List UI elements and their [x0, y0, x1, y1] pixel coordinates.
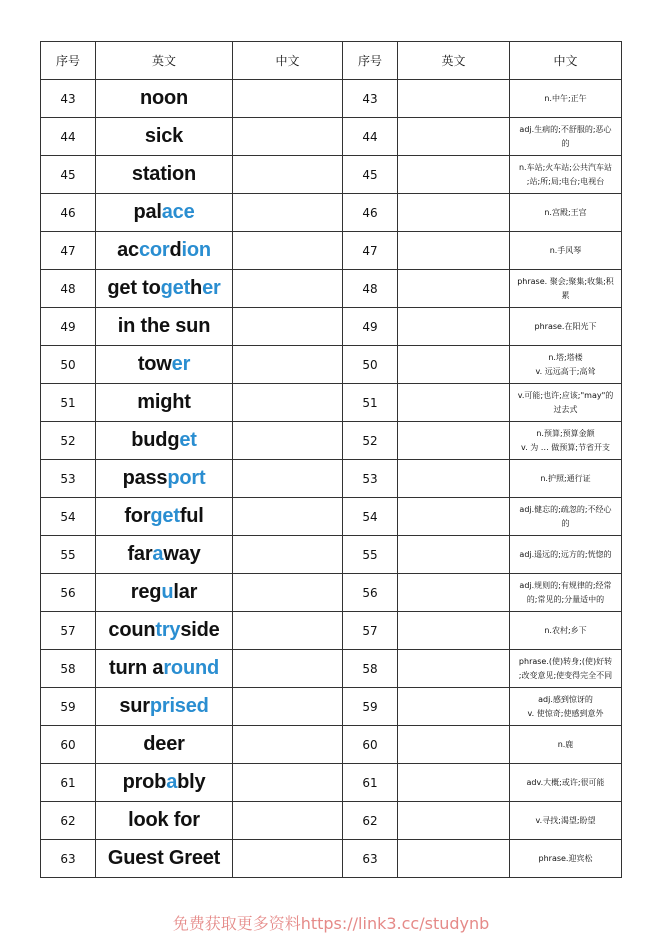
row-number: 51: [41, 384, 96, 422]
row-chinese-blank: [233, 460, 343, 498]
row-number: 57: [41, 612, 96, 650]
row-english-word: [96, 270, 233, 308]
row-number-right: 50: [343, 346, 398, 384]
word-part: a: [166, 771, 178, 793]
word-part: ace: [161, 201, 195, 223]
row-chinese-meaning: [510, 498, 622, 536]
row-english-blank: [398, 270, 510, 308]
row-number-right: 53: [343, 460, 398, 498]
row-chinese-meaning: [510, 118, 622, 156]
word-part: lar: [173, 581, 198, 603]
word-part: a: [152, 543, 164, 565]
word-part: er: [171, 353, 191, 375]
row-number-right: 49: [343, 308, 398, 346]
row-chinese-meaning: [510, 270, 622, 308]
table-row: [41, 384, 622, 422]
row-chinese-meaning: [510, 308, 622, 346]
row-chinese-meaning: [510, 688, 622, 726]
word-part: pass: [122, 467, 168, 489]
row-english-blank: [398, 346, 510, 384]
meaning-line: phrase.迎宾松: [538, 853, 593, 863]
row-number: 58: [41, 650, 96, 688]
row-english-blank: [398, 80, 510, 118]
word-part: prised: [149, 695, 209, 717]
word-part: reg: [130, 581, 162, 603]
row-english-word: [96, 498, 233, 536]
row-number: 63: [41, 840, 96, 878]
row-chinese-blank: [233, 232, 343, 270]
row-number: 60: [41, 726, 96, 764]
meaning-line: adj.规则的;有规律的;经常: [519, 580, 612, 590]
row-english-blank: [398, 726, 510, 764]
row-english-word: [96, 384, 233, 422]
row-chinese-meaning: [510, 422, 622, 460]
row-english-word: [96, 536, 233, 574]
word-part: d: [169, 239, 182, 261]
header-cn-1: 中文: [233, 42, 343, 80]
row-english-word: [96, 118, 233, 156]
row-english-word: [96, 194, 233, 232]
row-chinese-blank: [233, 194, 343, 232]
row-chinese-blank: [233, 574, 343, 612]
table-row: [41, 498, 622, 536]
row-chinese-meaning: [510, 726, 622, 764]
row-number-right: 55: [343, 536, 398, 574]
word-part: et: [179, 429, 197, 451]
row-english-word: [96, 688, 233, 726]
word-part: way: [163, 543, 201, 565]
row-chinese-meaning: [510, 156, 622, 194]
word-part: station: [131, 163, 197, 185]
word-part: tow: [137, 353, 172, 375]
meaning-line: n.农村;乡下: [544, 625, 587, 635]
row-chinese-meaning: [510, 80, 622, 118]
table-row: [41, 574, 622, 612]
word-part: deer: [143, 733, 185, 755]
row-chinese-blank: [233, 80, 343, 118]
row-number: 55: [41, 536, 96, 574]
word-part: ful: [179, 505, 204, 527]
table-row: [41, 612, 622, 650]
row-english-word: [96, 156, 233, 194]
word-part: look for: [128, 809, 200, 831]
row-english-word: [96, 232, 233, 270]
meaning-line: 的;常见的;分量适中的: [526, 594, 605, 604]
row-chinese-blank: [233, 498, 343, 536]
row-english-blank: [398, 536, 510, 574]
row-english-blank: [398, 574, 510, 612]
row-english-blank: [398, 650, 510, 688]
word-part: coun: [108, 619, 156, 641]
row-chinese-meaning: [510, 764, 622, 802]
word-part: prob: [122, 771, 167, 793]
row-chinese-blank: [233, 536, 343, 574]
word-part: round: [163, 657, 219, 679]
row-chinese-blank: [233, 118, 343, 156]
row-english-blank: [398, 118, 510, 156]
meaning-line: 的: [561, 518, 570, 528]
row-number: 43: [41, 80, 96, 118]
row-chinese-blank: [233, 650, 343, 688]
row-chinese-meaning: [510, 536, 622, 574]
header-row: [41, 42, 622, 80]
row-english-blank: [398, 308, 510, 346]
row-number: 49: [41, 308, 96, 346]
meaning-line: n.宫殿;王宫: [544, 207, 587, 217]
row-number-right: 61: [343, 764, 398, 802]
row-english-word: [96, 80, 233, 118]
row-chinese-blank: [233, 346, 343, 384]
row-chinese-meaning: [510, 612, 622, 650]
row-number-right: 43: [343, 80, 398, 118]
word-part: get to: [107, 277, 161, 299]
meaning-line: adv.大概;或许;很可能: [526, 777, 605, 787]
row-number-right: 63: [343, 840, 398, 878]
table-row: [41, 764, 622, 802]
row-number-right: 54: [343, 498, 398, 536]
row-english-word: [96, 422, 233, 460]
word-part: sur: [119, 695, 150, 717]
word-part: get: [160, 277, 191, 299]
row-number-right: 52: [343, 422, 398, 460]
row-chinese-blank: [233, 764, 343, 802]
row-number-right: 45: [343, 156, 398, 194]
word-part: pal: [133, 201, 162, 223]
word-part: u: [161, 581, 174, 603]
table-row: [41, 118, 622, 156]
row-number: 48: [41, 270, 96, 308]
word-part: er: [202, 277, 221, 299]
word-part: for: [124, 505, 151, 527]
row-english-blank: [398, 460, 510, 498]
meaning-line: ;改变意见;使变得完全不同: [518, 670, 613, 680]
word-part: Guest Greet: [107, 847, 221, 869]
row-number: 62: [41, 802, 96, 840]
meaning-line: v. 使惊奇;使感到意外: [527, 708, 604, 718]
row-english-word: [96, 308, 233, 346]
meaning-line: 过去式: [553, 404, 578, 414]
table-row: [41, 422, 622, 460]
row-english-word: [96, 764, 233, 802]
header-cn-2: 中文: [510, 42, 622, 80]
row-english-blank: [398, 156, 510, 194]
word-part: might: [137, 391, 191, 413]
word-part: ac: [117, 239, 139, 261]
meaning-line: phrase. 聚会;聚集;收集;积: [517, 276, 614, 286]
row-chinese-blank: [233, 308, 343, 346]
table-row: [41, 536, 622, 574]
meaning-line: n.手风琴: [549, 245, 582, 255]
row-number-right: 46: [343, 194, 398, 232]
row-english-word: [96, 460, 233, 498]
row-number-right: 48: [343, 270, 398, 308]
header-en-2: 英文: [398, 42, 510, 80]
row-number-right: 47: [343, 232, 398, 270]
row-english-blank: [398, 764, 510, 802]
meaning-line: ;站;所;局;电台;电视台: [526, 176, 605, 186]
table-row: [41, 460, 622, 498]
row-chinese-blank: [233, 840, 343, 878]
row-chinese-meaning: [510, 840, 622, 878]
row-chinese-meaning: [510, 232, 622, 270]
row-english-word: [96, 574, 233, 612]
row-chinese-blank: [233, 156, 343, 194]
meaning-line: n.预算;预算金额: [536, 428, 595, 438]
row-number-right: 62: [343, 802, 398, 840]
row-number: 44: [41, 118, 96, 156]
meaning-line: phrase.(使)转身;(使)好转: [518, 656, 613, 666]
row-chinese-meaning: [510, 346, 622, 384]
row-number: 54: [41, 498, 96, 536]
meaning-line: v. 远远高于;高耸: [535, 366, 596, 376]
word-part: port: [167, 467, 206, 489]
header-num-2: 序号: [343, 42, 398, 80]
row-number-right: 59: [343, 688, 398, 726]
row-english-blank: [398, 194, 510, 232]
meaning-line: n.车站;火车站;公共汽车站: [518, 162, 612, 172]
table-row: [41, 346, 622, 384]
row-number: 45: [41, 156, 96, 194]
row-english-word: [96, 802, 233, 840]
row-chinese-meaning: [510, 574, 622, 612]
row-english-blank: [398, 802, 510, 840]
table-row: [41, 650, 622, 688]
row-chinese-blank: [233, 726, 343, 764]
row-english-blank: [398, 498, 510, 536]
row-chinese-blank: [233, 612, 343, 650]
meaning-line: n.塔;塔楼: [548, 352, 583, 362]
row-number: 59: [41, 688, 96, 726]
row-chinese-meaning: [510, 802, 622, 840]
row-chinese-meaning: [510, 194, 622, 232]
word-part: i: [181, 239, 187, 261]
meaning-line: v. 为 … 做预算;节省开支: [521, 442, 610, 452]
row-chinese-blank: [233, 270, 343, 308]
table-row: [41, 194, 622, 232]
word-part: bly: [177, 771, 206, 793]
meaning-line: adj.健忘的;疏忽的;不经心: [519, 504, 612, 514]
row-english-word: [96, 650, 233, 688]
meaning-line: 累: [561, 290, 570, 300]
row-english-blank: [398, 422, 510, 460]
word-part: try: [155, 619, 181, 641]
row-english-blank: [398, 612, 510, 650]
table-row: [41, 232, 622, 270]
header-num-1: 序号: [41, 42, 96, 80]
table-row: [41, 80, 622, 118]
meaning-line: phrase.在阳光下: [534, 321, 597, 331]
word-part: far: [127, 543, 153, 565]
row-chinese-meaning: [510, 384, 622, 422]
footer-link[interactable]: 免费获取更多资料https://link3.cc/studynb: [172, 914, 490, 933]
row-number-right: 51: [343, 384, 398, 422]
meaning-line: adj.感到惊讶的: [538, 694, 593, 704]
word-part: in the sun: [117, 315, 211, 337]
row-number: 47: [41, 232, 96, 270]
word-part: budg: [131, 429, 180, 451]
row-english-blank: [398, 232, 510, 270]
meaning-line: adj.生病的;不舒服的;恶心: [519, 124, 612, 134]
row-number-right: 44: [343, 118, 398, 156]
row-number-right: 56: [343, 574, 398, 612]
word-part: get: [150, 505, 180, 527]
meaning-line: n.鹿: [557, 739, 574, 749]
row-chinese-blank: [233, 384, 343, 422]
meaning-line: v.寻找;渴望;盼望: [535, 815, 596, 825]
row-english-word: [96, 346, 233, 384]
row-chinese-meaning: [510, 460, 622, 498]
row-number: 61: [41, 764, 96, 802]
meaning-line: n.中午;正午: [544, 93, 587, 103]
table-row: [41, 802, 622, 840]
meaning-line: v.可能;也许;应该;"may"的: [517, 390, 614, 400]
row-chinese-meaning: [510, 650, 622, 688]
row-english-word: [96, 840, 233, 878]
table-row: [41, 726, 622, 764]
row-number: 56: [41, 574, 96, 612]
row-number-right: 58: [343, 650, 398, 688]
meaning-line: 的: [561, 138, 570, 148]
row-english-word: [96, 612, 233, 650]
row-number-right: 57: [343, 612, 398, 650]
row-english-word: [96, 726, 233, 764]
row-chinese-blank: [233, 802, 343, 840]
word-part: sick: [144, 125, 184, 147]
word-part: noon: [139, 87, 189, 109]
table-row: [41, 270, 622, 308]
row-english-blank: [398, 840, 510, 878]
row-number: 53: [41, 460, 96, 498]
header-en-1: 英文: [96, 42, 233, 80]
row-chinese-blank: [233, 422, 343, 460]
meaning-line: n.护照;通行证: [540, 473, 591, 483]
table-row: [41, 156, 622, 194]
meaning-line: adj.遥远的;远方的;恍惚的: [519, 549, 612, 559]
table-row: [41, 688, 622, 726]
row-number-right: 60: [343, 726, 398, 764]
row-number: 50: [41, 346, 96, 384]
table-row: [41, 308, 622, 346]
row-number: 52: [41, 422, 96, 460]
word-part: cor: [138, 239, 170, 261]
word-part: on: [186, 239, 211, 261]
word-part: h: [190, 277, 203, 299]
row-english-blank: [398, 688, 510, 726]
word-part: turn a: [108, 657, 164, 679]
table-row: [41, 840, 622, 878]
vocab-table: [40, 41, 622, 878]
row-chinese-blank: [233, 688, 343, 726]
row-english-blank: [398, 384, 510, 422]
row-number: 46: [41, 194, 96, 232]
word-part: side: [180, 619, 220, 641]
